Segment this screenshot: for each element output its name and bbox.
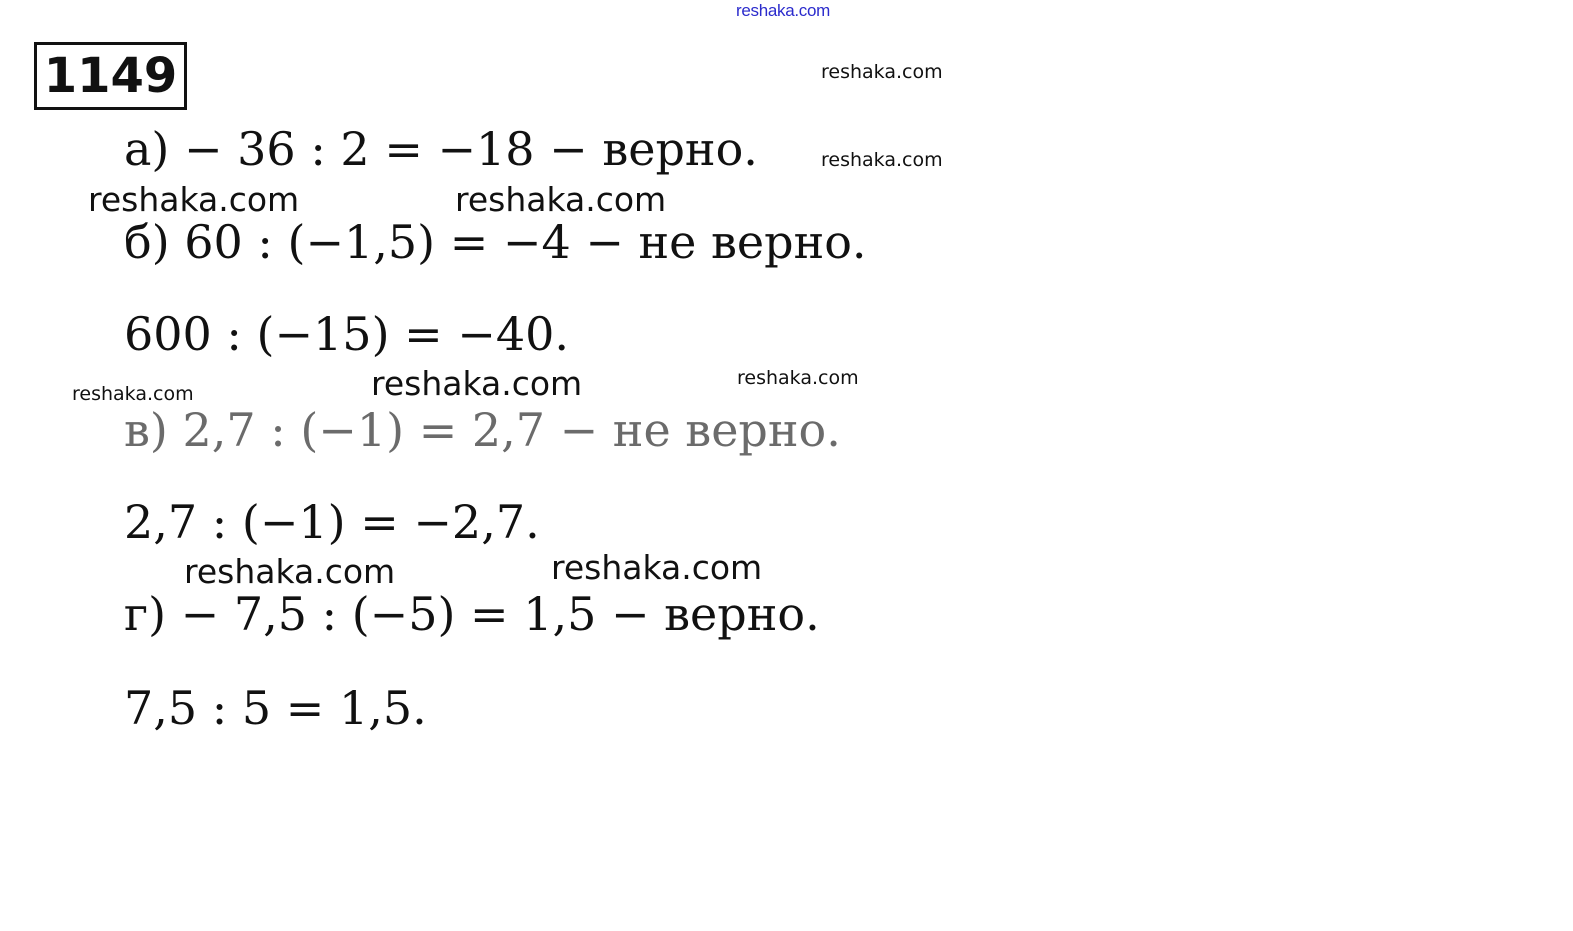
watermark: reshaka.com (737, 367, 859, 389)
watermark: reshaka.com (72, 383, 194, 405)
watermark: reshaka.com (821, 149, 943, 171)
solution-line-a: а) − 36 : 2 = −18 − верно. (124, 122, 758, 176)
watermark: reshaka.com (551, 548, 763, 587)
watermark: reshaka.com (371, 364, 583, 403)
solution-line-g: г) − 7,5 : (−5) = 1,5 − верно. (124, 587, 820, 641)
solution-line-b-check: 600 : (−15) = −40. (124, 307, 569, 361)
solution-line-b: б) 60 : (−1,5) = −4 − не верно. (124, 215, 867, 269)
watermark: reshaka.com (184, 552, 396, 591)
solution-line-v-check: 2,7 : (−1) = −2,7. (124, 495, 540, 549)
watermark: reshaka.com (88, 180, 300, 219)
watermark: reshaka.com (821, 61, 943, 83)
solution-line-v: в) 2,7 : (−1) = 2,7 − не верно. (124, 403, 841, 457)
site-link[interactable]: reshaka.com (736, 1, 831, 20)
solution-line-g-check: 7,5 : 5 = 1,5. (124, 681, 427, 735)
problem-number: 1149 (34, 42, 187, 110)
watermark: reshaka.com (455, 180, 667, 219)
